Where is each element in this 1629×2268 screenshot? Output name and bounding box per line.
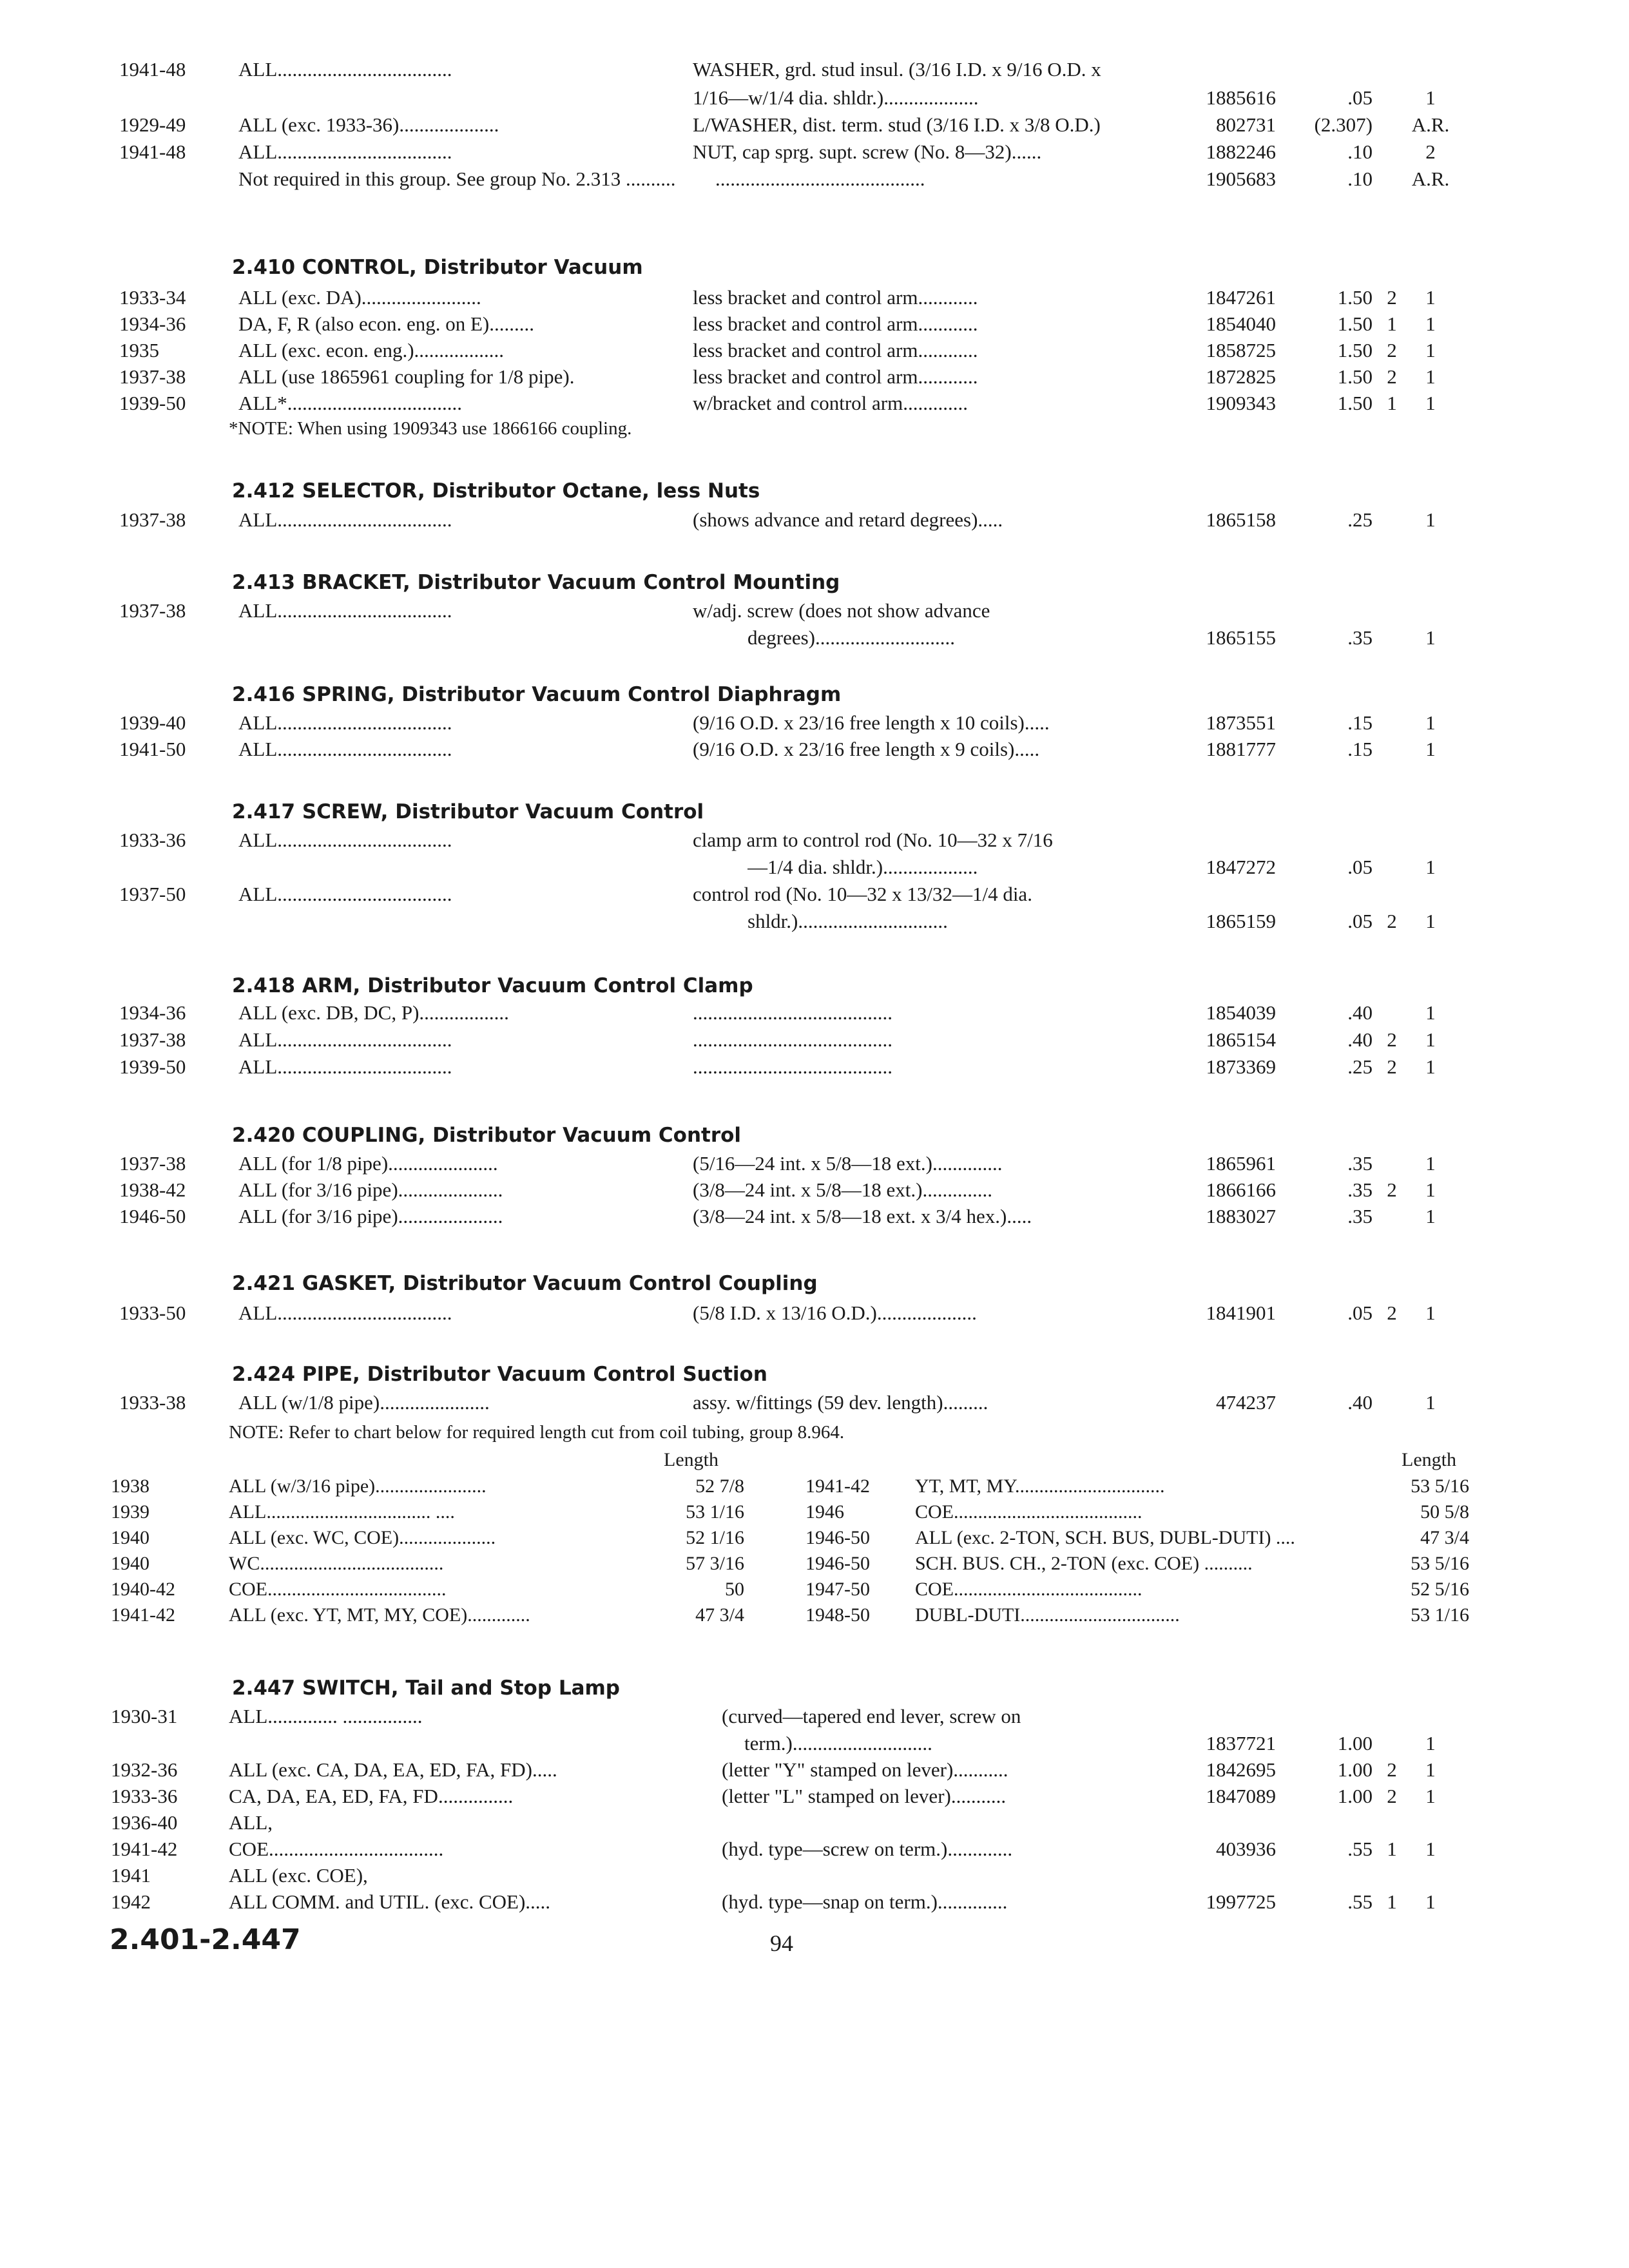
part-number: 1997725 [1206,1890,1276,1913]
quantity: 1 [1425,508,1436,531]
model-applicability: DUBL-DUTI................................. [915,1604,1180,1626]
year-range: 1937-38 [119,1028,186,1051]
price: 1.50 [1337,286,1373,309]
part-description: L/WASHER, dist. term. stud (3/16 I.D. x 3/8 O.D.) [693,113,1101,136]
year-range: 1933-34 [119,286,186,309]
pipe-length: 53 1/16 [1411,1604,1469,1626]
year-range: 1937-38 [119,508,186,531]
part-number: 802731 [1216,113,1276,136]
price: .35 [1347,626,1373,649]
quantity: 2 [1425,140,1436,163]
part-description: (5/16—24 int. x 5/8—18 ext.).............. [693,1152,1003,1175]
part-number: 1885616 [1206,86,1276,109]
part-description: term.)............................ [744,1732,932,1754]
year-range: 1941-42 [111,1838,178,1860]
pipe-length: 50 [725,1579,744,1600]
part-description: ........................................ [693,1055,892,1078]
year-range: 1941-48 [119,58,186,81]
quantity-alt: 2 [1387,1302,1397,1324]
year-range: 1939 [111,1501,149,1523]
part-number: 1858725 [1206,339,1276,361]
quantity-alt: 1 [1387,1890,1397,1913]
model-applicability: SCH. BUS. CH., 2-TON (exc. COE) .......... [915,1553,1253,1574]
quantity: 1 [1425,1758,1436,1781]
part-number: 1842695 [1206,1758,1276,1781]
model-applicability: ALL*................................... [238,392,463,414]
part-description: (9/16 O.D. x 23/16 free length x 9 coils)..... [693,738,1040,760]
year-range: 1939-50 [119,1055,186,1078]
quantity: 1 [1425,856,1436,878]
page-number: 94 [770,1930,793,1956]
price: .05 [1347,910,1373,932]
group-range-footer: 2.401-2.447 [110,1923,301,1956]
quantity-alt: 1 [1387,1838,1397,1860]
model-applicability: ALL................................... [238,1302,452,1324]
quantity: 1 [1425,1205,1436,1227]
quantity-alt: 2 [1387,1028,1397,1051]
model-applicability: ALL (exc. COE), [229,1864,368,1887]
part-number: 1837721 [1206,1732,1276,1754]
year-range: 1946 [805,1501,844,1523]
section-heading: 2.420 COUPLING, Distributor Vacuum Control [232,1124,742,1147]
quantity-alt: 2 [1387,1758,1397,1781]
year-range: 1935 [119,339,159,361]
part-description: (shows advance and retard degrees)..... [693,508,1003,531]
year-range: 1941-42 [111,1604,175,1626]
part-number: 1882246 [1206,140,1276,163]
model-applicability: ALL................................... [238,883,452,905]
quantity: 1 [1425,365,1436,388]
model-applicability: COE................................... [229,1838,444,1860]
price: .05 [1347,1302,1373,1324]
pipe-length: 52 5/16 [1411,1579,1469,1600]
model-applicability: COE....................................... [915,1579,1142,1600]
section-note: NOTE: Refer to chart below for required length cut from coil tubing, group 8.964. [229,1422,845,1443]
quantity: 1 [1425,1178,1436,1201]
year-range: 1938 [111,1475,149,1497]
part-description: —1/4 dia. shldr.)................... [747,856,978,878]
pipe-length: 47 3/4 [695,1604,744,1626]
quantity: 1 [1425,910,1436,932]
model-applicability: ALL (exc. DA)........................ [238,286,481,309]
year-range: 1933-50 [119,1302,186,1324]
quantity: 1 [1425,312,1436,335]
year-range: 1939-50 [119,392,186,414]
model-applicability: ALL (exc. WC, COE).................... [229,1527,496,1548]
quantity: 1 [1425,1838,1436,1860]
price: .55 [1347,1838,1373,1860]
year-range: 1929-49 [119,113,186,136]
year-range: 1933-36 [111,1785,178,1807]
part-description: (letter "Y" stamped on lever)........... [722,1758,1008,1781]
model-applicability: ALL................................... [238,58,452,81]
quantity: 1 [1425,339,1436,361]
quantity: A.R. [1411,113,1450,136]
year-range: 1937-50 [119,883,186,905]
pipe-length: 53 5/16 [1411,1475,1469,1497]
price: .15 [1347,738,1373,760]
year-range: 1938-42 [119,1178,186,1201]
part-description: less bracket and control arm............ [693,339,978,361]
pipe-length: 47 3/4 [1420,1527,1469,1548]
part-number: 1865961 [1206,1152,1276,1175]
year-range: 1941 [111,1864,151,1887]
part-number: 1865159 [1206,910,1276,932]
part-number: 1866166 [1206,1178,1276,1201]
part-description: ........................................ [693,1001,892,1024]
year-range: 1948-50 [805,1604,870,1626]
part-number: 1847089 [1206,1785,1276,1807]
year-range: 1934-36 [119,1001,186,1024]
price: .15 [1347,711,1373,734]
section-heading: 2.421 GASKET, Distributor Vacuum Control Coupling [232,1272,818,1295]
part-description: (5/8 I.D. x 13/16 O.D.).................... [693,1302,977,1324]
price: (2.307) [1314,113,1373,136]
part-number: 1883027 [1206,1205,1276,1227]
quantity: 1 [1425,1890,1436,1913]
quantity-alt: 2 [1387,1785,1397,1807]
model-applicability: ALL.............. ................ [229,1705,423,1727]
model-applicability: ALL (exc. YT, MT, MY, COE)............. [229,1604,530,1626]
model-applicability: ALL (for 1/8 pipe)...................... [238,1152,498,1175]
price: 1.50 [1337,365,1373,388]
price: 1.50 [1337,392,1373,414]
model-applicability: YT, MT, MY............................... [915,1475,1165,1497]
model-applicability: ALL (for 3/16 pipe)..................... [238,1205,503,1227]
part-number: 474237 [1216,1391,1276,1414]
part-description: clamp arm to control rod (No. 10—32 x 7/16 [693,829,1053,851]
pipe-length: 57 3/16 [686,1553,744,1574]
price: .10 [1347,140,1373,163]
part-description: (9/16 O.D. x 23/16 free length x 10 coils)..... [693,711,1050,734]
quantity: 1 [1425,738,1436,760]
model-applicability: ALL (exc. econ. eng.).................. [238,339,505,361]
year-range: 1939-40 [119,711,186,734]
section-note: *NOTE: When using 1909343 use 1866166 coupling. [229,418,632,439]
year-range: 1946-50 [805,1553,870,1574]
quantity-alt: 1 [1387,312,1397,335]
part-description: less bracket and control arm............ [693,286,978,309]
price: .35 [1347,1205,1373,1227]
model-applicability: WC...................................... [229,1553,444,1574]
part-description: (3/8—24 int. x 5/8—18 ext. x 3/4 hex.)..... [693,1205,1032,1227]
price: 1.00 [1337,1785,1373,1807]
quantity-alt: 2 [1387,286,1397,309]
section-heading: 2.424 PIPE, Distributor Vacuum Control Suction [232,1363,767,1386]
model-applicability: ALL (exc. DB, DC, P).................. [238,1001,509,1024]
part-description: shldr.).............................. [747,910,948,932]
model-applicability: ALL................................... [238,711,452,734]
part-description: assy. w/fittings (59 dev. length)......... [693,1391,988,1414]
section-heading: 2.412 SELECTOR, Distributor Octane, less Nuts [232,479,760,503]
model-applicability: ALL................................... [238,599,452,622]
part-description: w/adj. screw (does not show advance [693,599,990,622]
quantity: 1 [1425,86,1436,109]
year-range: 1933-36 [119,829,186,851]
price: .05 [1347,856,1373,878]
section-heading: 2.447 SWITCH, Tail and Stop Lamp [232,1677,620,1700]
model-applicability: ALL (exc. CA, DA, EA, ED, FA, FD)..... [229,1758,557,1781]
quantity-alt: 2 [1387,365,1397,388]
part-number: 1865158 [1206,508,1276,531]
part-description: 1/16—w/1/4 dia. shldr.)................... [693,86,979,109]
year-range: 1937-38 [119,365,186,388]
part-description: .......................................... [715,168,925,190]
quantity: A.R. [1411,168,1450,190]
part-number: 1873369 [1206,1055,1276,1078]
section-heading: 2.418 ARM, Distributor Vacuum Control Clamp [232,974,753,997]
quantity-alt: 2 [1387,339,1397,361]
quantity: 1 [1425,286,1436,309]
model-applicability: DA, F, R (also econ. eng. on E)......... [238,312,535,335]
part-description: (hyd. type—snap on term.).............. [722,1890,1008,1913]
quantity-alt: 2 [1387,910,1397,932]
model-applicability: COE..................................... [229,1579,447,1600]
price: 1.50 [1337,312,1373,335]
length-column-header: Length [664,1449,718,1470]
quantity: 1 [1425,1391,1436,1414]
pipe-length: 53 1/16 [686,1501,744,1523]
year-range: 1934-36 [119,312,186,335]
section-heading: 2.416 SPRING, Distributor Vacuum Control Diaphragm [232,683,842,706]
price: 1.00 [1337,1758,1373,1781]
year-range: 1936-40 [111,1811,178,1834]
part-description: NUT, cap sprg. supt. screw (No. 8—32)...... [693,140,1042,163]
quantity: 1 [1425,1152,1436,1175]
price: .40 [1347,1028,1373,1051]
price: .40 [1347,1001,1373,1024]
model-applicability: ALL (exc. 2-TON, SCH. BUS, DUBL-DUTI) .... [915,1527,1295,1548]
quantity: 1 [1425,1732,1436,1754]
year-range: 1946-50 [805,1527,870,1548]
model-applicability: ALL.................................. .... [229,1501,455,1523]
part-number: 1905683 [1206,168,1276,190]
model-applicability: COE....................................... [915,1501,1142,1523]
part-number: 1865155 [1206,626,1276,649]
model-applicability: ALL................................... [238,508,452,531]
price: 1.50 [1337,339,1373,361]
model-applicability: ALL (use 1865961 coupling for 1/8 pipe). [238,365,575,388]
part-description: (hyd. type—screw on term.)............. [722,1838,1013,1860]
length-column-header: Length [1402,1449,1456,1470]
pipe-length: 52 1/16 [686,1527,744,1548]
price: .35 [1347,1152,1373,1175]
year-range: 1947-50 [805,1579,870,1600]
section-heading: 2.417 SCREW, Distributor Vacuum Control [232,800,704,823]
model-applicability: ALL (for 3/16 pipe)..................... [238,1178,503,1201]
pipe-length: 52 7/8 [695,1475,744,1497]
price: .40 [1347,1391,1373,1414]
model-applicability: ALL................................... [238,829,452,851]
part-number: 1873551 [1206,711,1276,734]
model-applicability: ALL COMM. and UTIL. (exc. COE)..... [229,1890,551,1913]
year-range: 1933-38 [119,1391,186,1414]
quantity: 1 [1425,1055,1436,1078]
model-applicability: ALL................................... [238,1028,452,1051]
price: .25 [1347,508,1373,531]
price: 1.00 [1337,1732,1373,1754]
quantity-alt: 1 [1387,392,1397,414]
model-applicability: Not required in this group. See group No. 2.313 .......... [238,168,676,190]
price: .55 [1347,1890,1373,1913]
year-range: 1946-50 [119,1205,186,1227]
year-range: 1941-50 [119,738,186,760]
section-heading: 2.410 CONTROL, Distributor Vacuum [232,256,643,279]
part-number: 1865154 [1206,1028,1276,1051]
part-number: 1881777 [1206,738,1276,760]
part-description: less bracket and control arm............ [693,365,978,388]
model-applicability: ALL................................... [238,738,452,760]
model-applicability: ALL, [229,1811,273,1834]
quantity: 1 [1425,1028,1436,1051]
year-range: 1940 [111,1553,149,1574]
model-applicability: ALL................................... [238,1055,452,1078]
quantity: 1 [1425,1001,1436,1024]
part-description: (letter "L" stamped on lever)........... [722,1785,1007,1807]
quantity: 1 [1425,392,1436,414]
model-applicability: ALL (w/1/8 pipe)...................... [238,1391,490,1414]
model-applicability: ALL (w/3/16 pipe)....................... [229,1475,487,1497]
year-range: 1941-42 [805,1475,870,1497]
price: .25 [1347,1055,1373,1078]
model-applicability: ALL................................... [238,140,452,163]
part-description: ........................................ [693,1028,892,1051]
year-range: 1940-42 [111,1579,175,1600]
year-range: 1940 [111,1527,149,1548]
price: .05 [1347,86,1373,109]
price: .10 [1347,168,1373,190]
pipe-length: 53 5/16 [1411,1553,1469,1574]
price: .35 [1347,1178,1373,1201]
part-description: degrees)............................ [747,626,955,649]
quantity: 1 [1425,1302,1436,1324]
year-range: 1930-31 [111,1705,178,1727]
quantity-alt: 2 [1387,1178,1397,1201]
part-number: 1909343 [1206,392,1276,414]
part-number: 1872825 [1206,365,1276,388]
year-range: 1942 [111,1890,151,1913]
part-number: 403936 [1216,1838,1276,1860]
part-number: 1841901 [1206,1302,1276,1324]
year-range: 1932-36 [111,1758,178,1781]
part-description: WASHER, grd. stud insul. (3/16 I.D. x 9/16 O.D. x [693,58,1101,81]
quantity-alt: 2 [1387,1055,1397,1078]
quantity: 1 [1425,711,1436,734]
section-heading: 2.413 BRACKET, Distributor Vacuum Control Mounting [232,571,840,594]
model-applicability: CA, DA, EA, ED, FA, FD............... [229,1785,514,1807]
year-range: 1941-48 [119,140,186,163]
part-description: control rod (No. 10—32 x 13/32—1/4 dia. [693,883,1032,905]
year-range: 1937-38 [119,1152,186,1175]
part-description: (3/8—24 int. x 5/8—18 ext.).............. [693,1178,992,1201]
pipe-length: 50 5/8 [1420,1501,1469,1523]
part-description: w/bracket and control arm............. [693,392,968,414]
part-number: 1854039 [1206,1001,1276,1024]
quantity: 1 [1425,626,1436,649]
part-description: (curved—tapered end lever, screw on [722,1705,1021,1727]
part-number: 1854040 [1206,312,1276,335]
part-description: less bracket and control arm............ [693,312,978,335]
quantity: 1 [1425,1785,1436,1807]
model-applicability: ALL (exc. 1933-36).................... [238,113,499,136]
part-number: 1847261 [1206,286,1276,309]
year-range: 1937-38 [119,599,186,622]
part-number: 1847272 [1206,856,1276,878]
